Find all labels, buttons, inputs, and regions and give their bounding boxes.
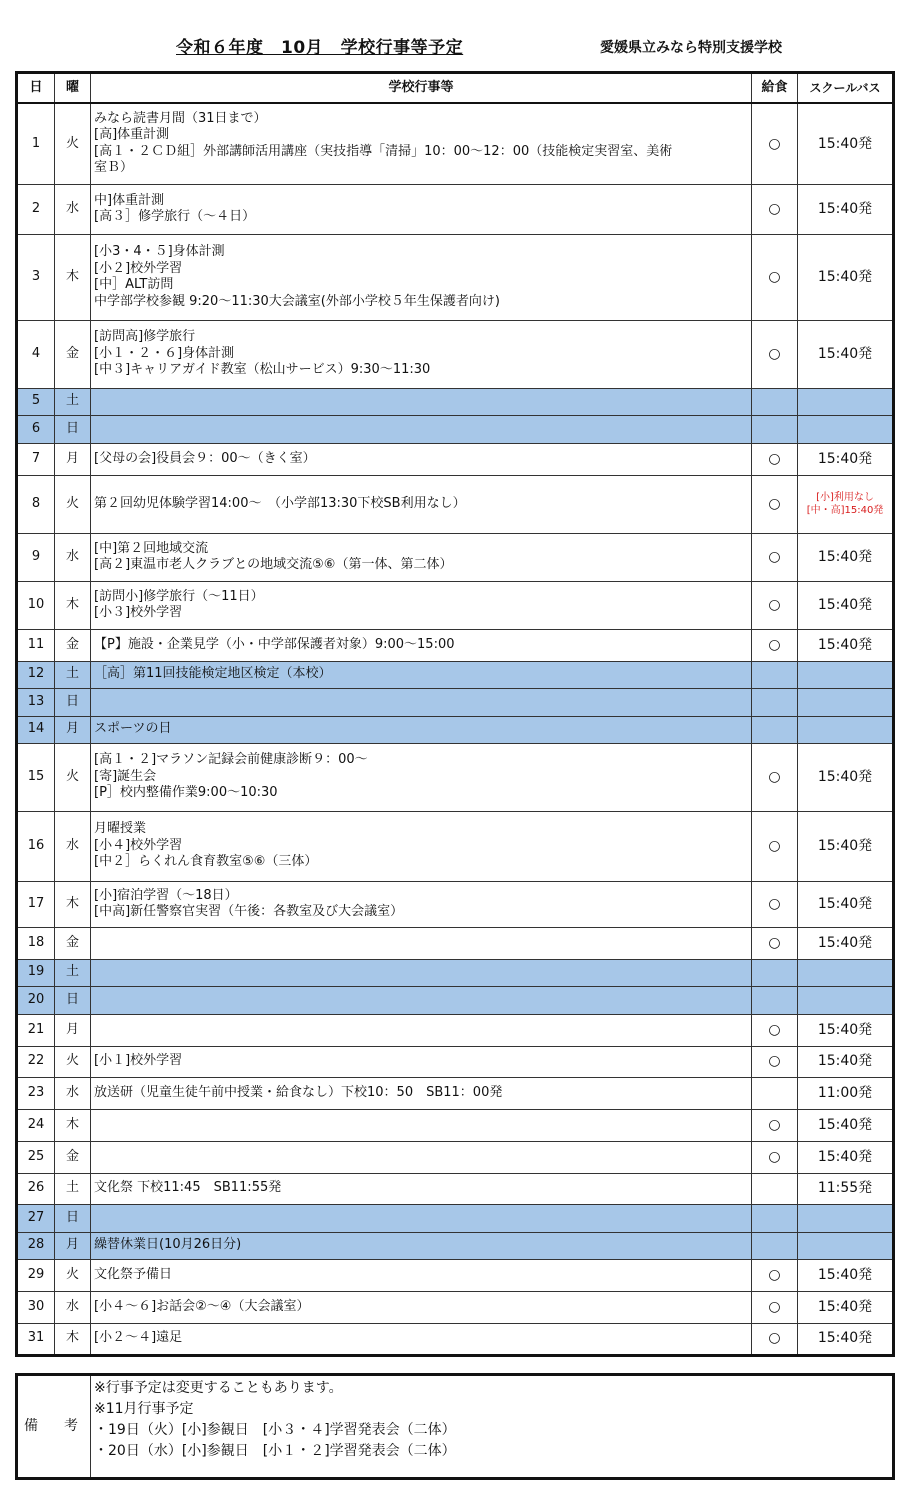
event-line: 文化祭 下校11:45 SB11:55発	[94, 1180, 282, 1196]
bus-note: [中・高]15:40発	[806, 505, 884, 516]
weekday-cell: 土	[55, 388, 91, 415]
note-line: ※行事予定は変更することもあります。	[94, 1380, 343, 1396]
weekday-cell: 土	[55, 959, 91, 986]
bus-cell: 15:40発	[798, 184, 894, 234]
events-cell	[91, 1259, 752, 1291]
lunch-cell: ○	[752, 881, 798, 927]
table-row	[17, 443, 894, 475]
lunch-cell: ○	[752, 581, 798, 629]
bus-cell: 15:40発	[798, 881, 894, 927]
table-row	[17, 1291, 894, 1323]
table-row	[17, 1014, 894, 1046]
weekday-cell: 土	[55, 661, 91, 688]
lunch-cell	[752, 716, 798, 743]
school-name: 愛媛県立みなら特別支援学校	[600, 40, 782, 56]
event-line: [小１・２・６]身体計測	[94, 345, 235, 361]
day-cell: 20	[17, 986, 55, 1014]
day-cell: 23	[17, 1077, 55, 1109]
day-cell: 24	[17, 1109, 55, 1141]
page-header	[0, 0, 910, 70]
day-cell: 16	[17, 811, 55, 881]
lunch-cell	[752, 388, 798, 415]
events-cell	[91, 959, 752, 986]
table-row	[17, 881, 894, 927]
table-row	[17, 688, 894, 716]
table-row	[17, 986, 894, 1014]
event-line: [小４]校外学習	[94, 837, 183, 853]
event-line: [小１]校外学習	[94, 1053, 183, 1069]
weekday-cell: 水	[55, 1291, 91, 1323]
day-cell: 26	[17, 1173, 55, 1204]
day-cell: 11	[17, 629, 55, 661]
events-cell	[91, 443, 752, 475]
event-line: [小２]校外学習	[94, 260, 183, 276]
lunch-cell: ○	[752, 1291, 798, 1323]
table-row	[17, 661, 894, 688]
weekday-cell: 水	[55, 533, 91, 581]
col-header-bus: スクールバス	[798, 73, 894, 104]
event-line: 中学部学校参観 9:20～11:30大会議室(外部小学校５年生保護者向け)	[94, 293, 500, 309]
event-line: [小]宿泊学習（～18日）	[94, 887, 238, 903]
event-line: [高２]東温市老人クラブとの地域交流⑤⑥（第一体、第二体）	[94, 557, 453, 572]
lunch-cell: ○	[752, 1323, 798, 1355]
bus-cell	[798, 1204, 894, 1232]
bus-note: [小]利用なし	[816, 492, 874, 503]
day-cell: 29	[17, 1259, 55, 1291]
event-line: [寄]誕生会	[94, 768, 157, 784]
bus-cell: 15:40発	[798, 927, 894, 959]
day-cell: 19	[17, 959, 55, 986]
bus-cell	[798, 661, 894, 688]
day-cell: 31	[17, 1323, 55, 1355]
weekday-cell: 日	[55, 1204, 91, 1232]
event-line: みなら読書月間（31日まで）	[94, 110, 267, 126]
notes-table	[15, 1373, 895, 1480]
weekday-cell: 水	[55, 184, 91, 234]
table-row	[17, 415, 894, 443]
event-line: 放送研（児童生徒午前中授業・給食なし）下校10：50 SB11：00発	[94, 1084, 503, 1100]
notes-body	[91, 1375, 894, 1479]
event-line: 【P】施設・企業見学（小・中学部保護者対象）9:00～15:00	[94, 636, 455, 652]
day-cell: 5	[17, 388, 55, 415]
weekday-cell: 土	[55, 1173, 91, 1204]
page-title: 令和６年度 10月 学校行事等予定	[176, 38, 464, 58]
events-cell	[91, 811, 752, 881]
lunch-cell: ○	[752, 811, 798, 881]
table-row	[17, 533, 894, 581]
lunch-cell: ○	[752, 1046, 798, 1077]
lunch-cell	[752, 1077, 798, 1109]
weekday-cell: 木	[55, 581, 91, 629]
events-cell	[91, 1077, 752, 1109]
events-cell	[91, 1141, 752, 1173]
lunch-cell: ○	[752, 234, 798, 320]
events-cell	[91, 1173, 752, 1204]
day-cell: 1	[17, 103, 55, 184]
day-cell: 27	[17, 1204, 55, 1232]
bus-cell	[798, 1232, 894, 1259]
lunch-cell: ○	[752, 743, 798, 811]
note-line: ・20日（水）[小]参観日 [小１・２]学習発表会（二体）	[94, 1443, 456, 1459]
weekday-cell: 火	[55, 103, 91, 184]
events-cell	[91, 1109, 752, 1141]
bus-cell: 15:40発	[798, 1014, 894, 1046]
weekday-cell: 金	[55, 1141, 91, 1173]
bus-cell: 15:40発	[798, 581, 894, 629]
table-row	[17, 1173, 894, 1204]
notes-label: 備 考	[17, 1375, 91, 1479]
lunch-cell: ○	[752, 320, 798, 388]
weekday-cell: 金	[55, 629, 91, 661]
day-cell: 18	[17, 927, 55, 959]
event-line: [中２］らくれん食育教室⑤⑥（三体）	[94, 854, 318, 870]
events-cell	[91, 688, 752, 716]
day-cell: 8	[17, 475, 55, 533]
events-cell	[91, 1014, 752, 1046]
events-cell	[91, 986, 752, 1014]
weekday-cell: 月	[55, 1232, 91, 1259]
weekday-cell: 月	[55, 443, 91, 475]
day-cell: 13	[17, 688, 55, 716]
weekday-cell: 月	[55, 1014, 91, 1046]
day-cell: 9	[17, 533, 55, 581]
bus-cell	[798, 986, 894, 1014]
lunch-cell	[752, 415, 798, 443]
events-cell	[91, 661, 752, 688]
event-line: [高１・２]マラソン記録会前健康診断９：00～	[94, 752, 368, 768]
bus-cell: 15:40発	[798, 1046, 894, 1077]
day-cell: 30	[17, 1291, 55, 1323]
bus-cell	[798, 388, 894, 415]
day-cell: 2	[17, 184, 55, 234]
events-cell	[91, 234, 752, 320]
table-row	[17, 1109, 894, 1141]
table-row	[17, 1232, 894, 1259]
lunch-cell	[752, 1173, 798, 1204]
weekday-cell: 金	[55, 320, 91, 388]
events-cell	[91, 743, 752, 811]
day-cell: 17	[17, 881, 55, 927]
weekday-cell: 日	[55, 986, 91, 1014]
lunch-cell: ○	[752, 1141, 798, 1173]
bus-cell: 15:40発	[798, 1323, 894, 1355]
lunch-cell: ○	[752, 1259, 798, 1291]
table-row	[17, 811, 894, 881]
event-line: 月曜授業	[94, 821, 147, 837]
weekday-cell: 火	[55, 475, 91, 533]
lunch-cell	[752, 1232, 798, 1259]
day-cell: 14	[17, 716, 55, 743]
lunch-cell	[752, 688, 798, 716]
day-cell: 3	[17, 234, 55, 320]
note-line: ・19日（火）[小]参観日 [小３・４]学習発表会（二体）	[94, 1422, 456, 1438]
bus-cell: 15:40発	[798, 743, 894, 811]
event-line: 第２回幼児体験学習14:00～ （小学部13:30下校SB利用なし）	[94, 495, 466, 511]
table-row	[17, 959, 894, 986]
bus-cell: 15:40発	[798, 320, 894, 388]
event-line: [高１・２ＣＤ組］外部講師活用講座（実技指導「清掃」10：00～12：00（技能検定実習室、美術	[94, 143, 673, 159]
table-row	[17, 1046, 894, 1077]
note-line: ※11月行事予定	[94, 1401, 194, 1417]
bus-cell: 15:40発	[798, 629, 894, 661]
lunch-cell	[752, 959, 798, 986]
lunch-cell	[752, 986, 798, 1014]
day-cell: 25	[17, 1141, 55, 1173]
event-line: [小２～４]遠足	[94, 1330, 183, 1346]
bus-cell: 15:40発	[798, 103, 894, 184]
events-cell	[91, 1232, 752, 1259]
weekday-cell: 木	[55, 1323, 91, 1355]
bus-cell	[798, 716, 894, 743]
weekday-cell: 火	[55, 1259, 91, 1291]
event-line: [P］校内整備作業9:00～10:30	[94, 785, 278, 801]
day-cell: 15	[17, 743, 55, 811]
day-cell: 10	[17, 581, 55, 629]
day-cell: 12	[17, 661, 55, 688]
col-header-events: 学校行事等	[91, 73, 752, 104]
bus-cell: 15:40発	[798, 811, 894, 881]
lunch-cell: ○	[752, 184, 798, 234]
table-row	[17, 388, 894, 415]
weekday-cell: 月	[55, 716, 91, 743]
table-row	[17, 716, 894, 743]
events-cell	[91, 629, 752, 661]
schedule-table	[15, 71, 895, 1357]
event-line: 文化祭予備日	[94, 1266, 173, 1282]
weekday-cell: 日	[55, 415, 91, 443]
day-cell: 28	[17, 1232, 55, 1259]
weekday-cell: 水	[55, 1077, 91, 1109]
events-cell	[91, 581, 752, 629]
table-row	[17, 1323, 894, 1355]
weekday-cell: 水	[55, 811, 91, 881]
bus-cell: 11:55発	[798, 1173, 894, 1204]
bus-cell: 15:40発	[798, 533, 894, 581]
header-row	[17, 73, 894, 104]
events-cell	[91, 716, 752, 743]
event-line: [訪問高]修学旅行	[94, 329, 196, 345]
events-cell	[91, 1046, 752, 1077]
event-line: [中］ALT訪問	[94, 277, 174, 292]
table-row	[17, 1204, 894, 1232]
events-cell	[91, 320, 752, 388]
weekday-cell: 木	[55, 234, 91, 320]
lunch-cell	[752, 1204, 798, 1232]
events-cell	[91, 1323, 752, 1355]
table-row	[17, 1259, 894, 1291]
events-cell	[91, 881, 752, 927]
events-cell	[91, 1204, 752, 1232]
notes-row	[17, 1375, 894, 1479]
events-cell	[91, 103, 752, 184]
lunch-cell: ○	[752, 443, 798, 475]
bus-cell: 15:40発	[798, 234, 894, 320]
lunch-cell: ○	[752, 629, 798, 661]
table-row	[17, 184, 894, 234]
day-cell: 21	[17, 1014, 55, 1046]
table-row	[17, 1141, 894, 1173]
lunch-cell: ○	[752, 475, 798, 533]
col-header-lunch: 給食	[752, 73, 798, 104]
event-line: [中高]新任警察官実習（午後：各教室及び大会議室）	[94, 904, 404, 919]
weekday-cell: 火	[55, 1046, 91, 1077]
weekday-cell: 火	[55, 743, 91, 811]
table-row	[17, 234, 894, 320]
col-header-day: 日	[17, 73, 55, 104]
table-row	[17, 1077, 894, 1109]
event-line: [高３］修学旅行（～４日）	[94, 209, 256, 224]
col-header-dow: 曜	[55, 73, 91, 104]
event-line: [小3・4・５]身体計測	[94, 244, 225, 259]
events-cell	[91, 415, 752, 443]
schedule-body	[17, 103, 894, 1355]
event-line: 中]体重計測	[94, 192, 165, 208]
bus-cell: 15:40発	[798, 1141, 894, 1173]
lunch-cell	[752, 661, 798, 688]
lunch-cell: ○	[752, 533, 798, 581]
day-cell: 4	[17, 320, 55, 388]
events-cell	[91, 1291, 752, 1323]
event-line: [訪問小]修学旅行（～11日）	[94, 588, 264, 604]
event-line: [中]第２回地域交流	[94, 540, 209, 556]
bus-cell: 11:00発	[798, 1077, 894, 1109]
weekday-cell: 日	[55, 688, 91, 716]
bus-cell	[798, 688, 894, 716]
day-cell: 6	[17, 415, 55, 443]
bus-cell	[798, 475, 894, 533]
table-row	[17, 581, 894, 629]
weekday-cell: 木	[55, 1109, 91, 1141]
event-line: ［高］第11回技能検定地区検定（本校）	[94, 666, 332, 682]
day-cell: 7	[17, 443, 55, 475]
table-row	[17, 927, 894, 959]
bus-cell	[798, 959, 894, 986]
event-line: [高]体重計測	[94, 127, 170, 143]
event-line: 繰替休業日(10月26日分)	[94, 1237, 242, 1253]
event-line: [父母の会]役員会９：00～（きく室）	[94, 450, 316, 466]
event-line: [小３]校外学習	[94, 605, 183, 620]
table-row	[17, 103, 894, 184]
bus-cell: 15:40発	[798, 1291, 894, 1323]
lunch-cell: ○	[752, 1109, 798, 1141]
table-row	[17, 743, 894, 811]
weekday-cell: 木	[55, 881, 91, 927]
bus-cell: 15:40発	[798, 443, 894, 475]
events-cell	[91, 388, 752, 415]
events-cell	[91, 475, 752, 533]
event-line: スポーツの日	[94, 721, 172, 737]
day-cell: 22	[17, 1046, 55, 1077]
events-cell	[91, 927, 752, 959]
events-cell	[91, 184, 752, 234]
table-row	[17, 320, 894, 388]
lunch-cell: ○	[752, 1014, 798, 1046]
lunch-cell: ○	[752, 927, 798, 959]
event-line: [中３]キャリアガイド教室（松山サービス）9:30～11:30	[94, 362, 431, 378]
event-line: [小４～６]お話会②～④（大会議室）	[94, 1298, 310, 1314]
bus-cell: 15:40発	[798, 1259, 894, 1291]
weekday-cell: 金	[55, 927, 91, 959]
table-row	[17, 475, 894, 533]
events-cell	[91, 533, 752, 581]
event-line: 室Ｂ）	[94, 160, 134, 176]
bus-cell	[798, 415, 894, 443]
bus-cell: 15:40発	[798, 1109, 894, 1141]
lunch-cell: ○	[752, 103, 798, 184]
table-row	[17, 629, 894, 661]
